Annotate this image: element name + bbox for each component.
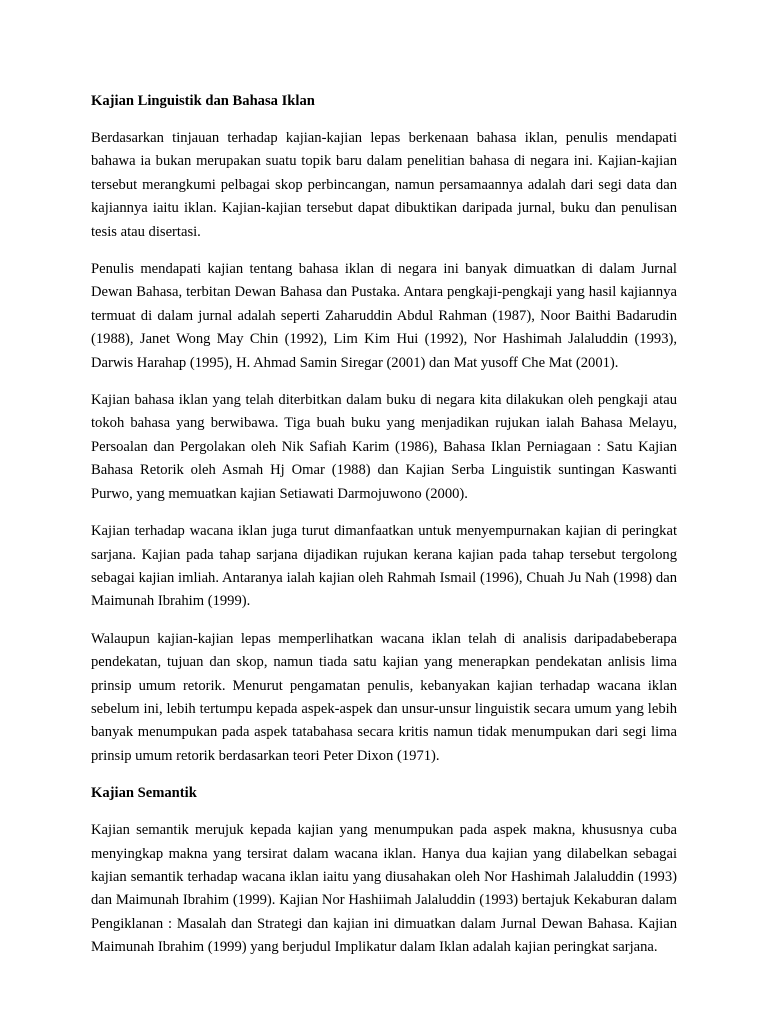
paragraph-jurnal: Penulis mendapati kajian tentang bahasa iklan di negara ini banyak dimuatkan di dalam Jurnal Dewan Bahasa, terbitan Dewan Bahasa dan Pustaka. Antara pengkaji-pengkaji yang hasil kajiannya termuat di dalam jurnal adalah seperti Zaharuddin Abdul Rahman (1987), Noor Baithi Badarudin (1988), Janet Wong May Chin (1992), Lim Kim Hui (1992), Nor Hashimah Jalaluddin (1993), Darwis Harahap (1995), H. Ahmad Samin Siregar (2001) dan Mat yusoff Che Mat (2001).	[91, 261, 677, 371]
document-page	[91, 90, 677, 974]
paragraph-retorik: Walaupun kajian-kajian lepas memperlihatkan wacana iklan telah di analisis daripadabeberapa pendekatan, tujuan dan skop, namun tiada satu kajian yang menerapkan pendekatan anlisis lima prinsip umum retorik. Menurut pengamatan penulis, kebanyakan kajian terhadap wacana iklan sebelum ini, lebih tertumpu kepada aspek-aspek dan unsur-unsur linguistik secara umum yang lebih banyak menumpukan pada aspek tatabahasa secara kritis namun tidak menumpukan dari segi lima prinsip umum retorik berdasarkan teori Peter Dixon (1971).	[91, 630, 677, 764]
paragraph-tinjauan: Berdasarkan tinjauan terhadap kajian-kajian lepas berkenaan bahasa iklan, penulis mendapati bahawa ia bukan merupakan suatu topik baru dalam penelitian bahasa di negara ini. Kajian-kajian tersebut merangkumi pelbagai skop perbincangan, namun persamaannya adalah dari segi data dan kajiannya iaitu iklan. Kajian-kajian tersebut dapat dibuktikan daripada jurnal, buku dan penulisan tesis atau disertasi.	[91, 130, 677, 240]
paragraph-semantik: Kajian semantik merujuk kepada kajian yang menumpukan pada aspek makna, khususnya cuba menyingkap makna yang tersirat dalam wacana iklan. Hanya dua kajian yang dilabelkan sebagai kajian semantik terhadap wacana iklan iaitu yang diusahakan oleh Nor Hashimah Jalaluddin (1993) dan Maimunah Ibrahim (1999). Kajian Nor Hashiimah Jalaluddin (1993) bertajuk Kekaburan dalam Pengiklanan : Masalah dan Strategi dan kajian ini dimuatkan dalam Jurnal Dewan Bahasa. Kajian Maimunah Ibrahim (1999) yang berjudul Implikatur dalam Iklan adalah kajian peringkat sarjana.	[91, 822, 677, 956]
paragraph-sarjana: Kajian terhadap wacana iklan juga turut dimanfaatkan untuk menyempurnakan kajian di peringkat sarjana. Kajian pada tahap sarjana dijadikan rujukan kerana kajian pada tahap tersebut tergolong sebagai kajian imliah. Antaranya ialah kajian oleh Rahmah Ismail (1996), Chuah Ju Nah (1998) dan Maimunah Ibrahim (1999).	[91, 523, 677, 610]
section-heading-semantik: Kajian Semantik	[91, 785, 197, 802]
paragraph-buku: Kajian bahasa iklan yang telah diterbitkan dalam buku di negara kita dilakukan oleh pengkaji atau tokoh bahasa yang berwibawa. Tiga buah buku yang menjadikan rujukan ialah Bahasa Melayu, Persoalan dan Pergolakan oleh Nik Safiah Karim (1986), Bahasa Iklan Perniagaan : Satu Kajian Bahasa Retorik oleh Asmah Hj Omar (1988) dan Kajian Serba Linguistik suntingan Kaswanti Purwo, yang memuatkan kajian Setiawati Darmojuwono (2000).	[91, 392, 677, 502]
section-heading-linguistik: Kajian Linguistik dan Bahasa Iklan	[91, 93, 315, 109]
